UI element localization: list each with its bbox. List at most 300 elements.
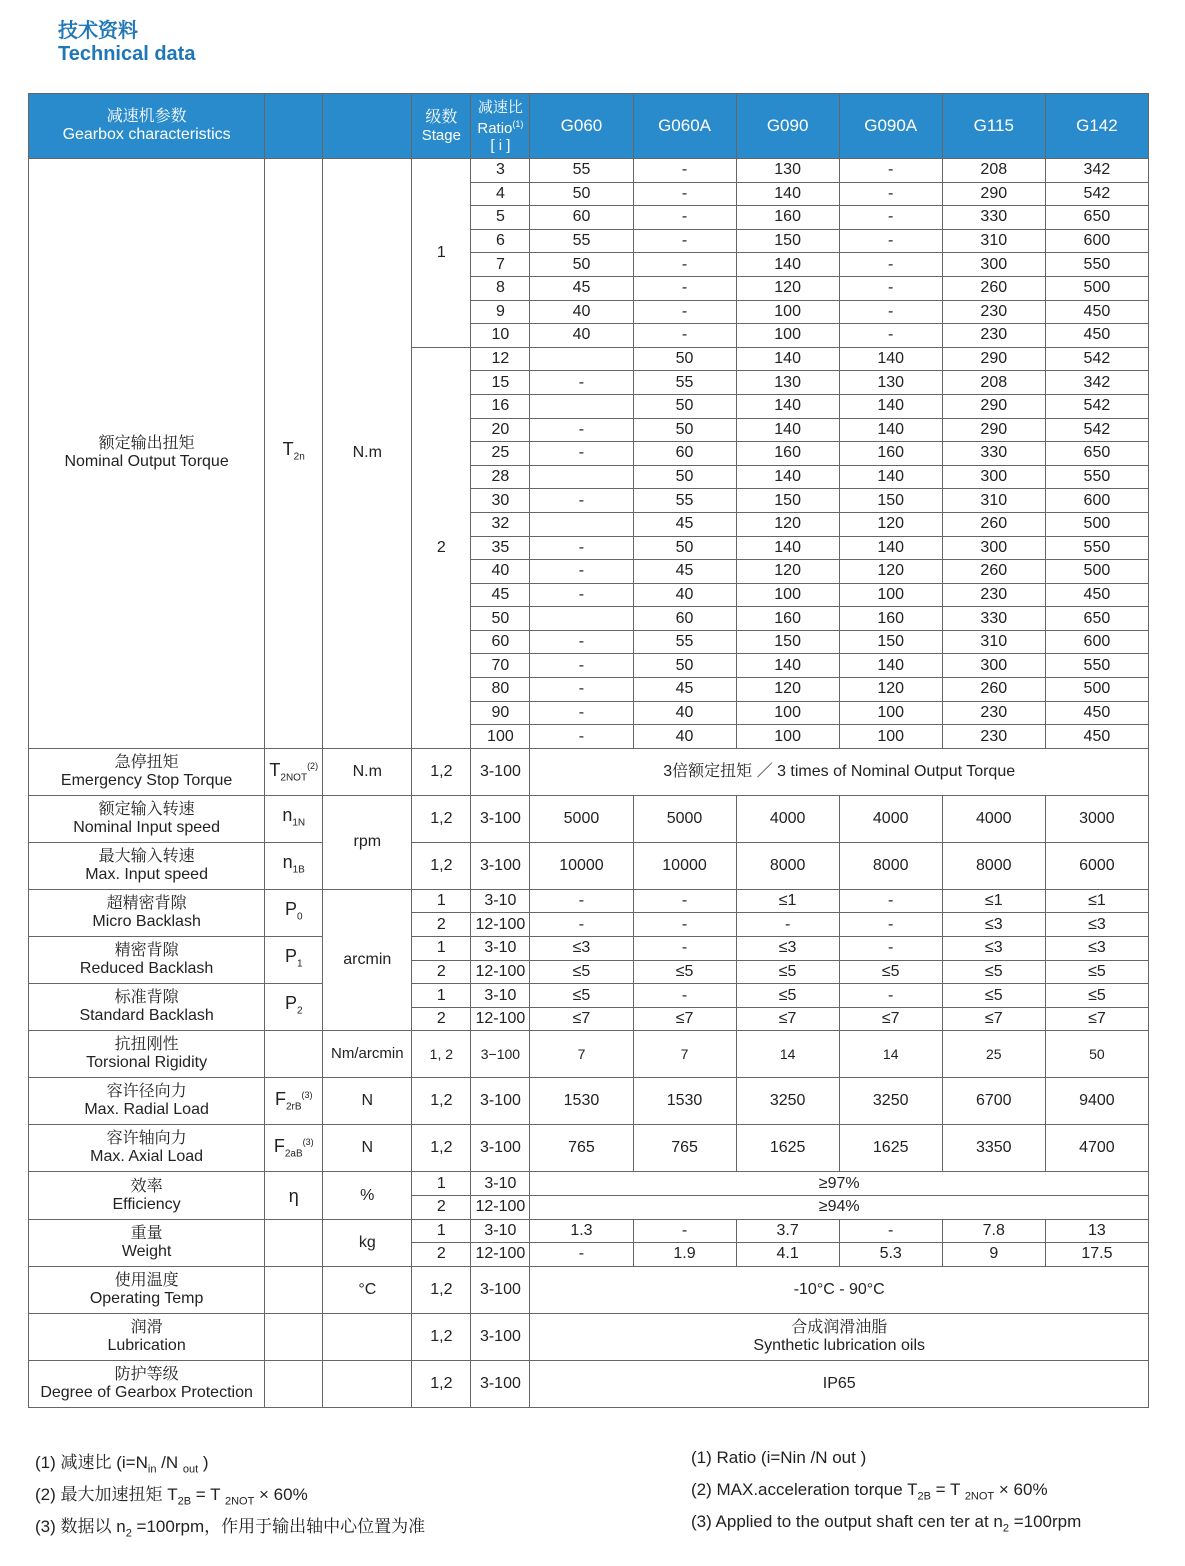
cell: - [530,418,633,442]
footnote-zh-1: (1) 减速比 ($i=N_{in}$ /N $_{out}$ ) [35,1453,209,1476]
cell: 130 [736,159,839,183]
cell: 450 [1045,300,1148,324]
cell: 100 [839,725,942,749]
cell: 8000 [736,842,839,889]
row-unit: N.m [323,159,412,749]
row-value: ≥94% [530,1196,1149,1220]
row-label: 润滑 Lubrication [29,1313,265,1360]
cell: 50 [633,536,736,560]
row-stage: 1,2 [412,1125,471,1172]
cell: ≤1 [736,889,839,913]
row-value: -10°C - 90°C [530,1266,1149,1313]
header-model: G115 [942,94,1045,159]
row-ratio: 3-100 [471,1313,530,1360]
row-ratio: 12-100 [471,1243,530,1267]
cell: 55 [530,159,633,183]
cell: 600 [1045,489,1148,513]
cell: 100 [736,300,839,324]
cell: - [633,229,736,253]
cell: 60 [530,206,633,230]
row-ratio: 30 [471,489,530,513]
table-row [29,159,1149,183]
row-stage: 1 [412,984,471,1008]
cell: 40 [633,701,736,725]
title-zh: 技术资料 [58,18,138,42]
cell: - [839,182,942,206]
cell: 230 [942,701,1045,725]
cell: 40 [530,300,633,324]
cell: 330 [942,607,1045,631]
cell: 208 [942,159,1045,183]
row-label [29,159,265,749]
cell: - [839,913,942,937]
cell: 300 [942,465,1045,489]
cell: ≤3 [1045,913,1148,937]
cell: 140 [839,536,942,560]
cell: 120 [736,560,839,584]
row-unit: N.m [323,748,412,795]
row-ratio: 3-100 [471,1125,530,1172]
cell: 600 [1045,630,1148,654]
row-ratio: 10 [471,324,530,348]
row-ratio: 3-10 [471,1172,530,1196]
row-ratio: 50 [471,607,530,631]
cell: - [839,159,942,183]
cell: 310 [942,229,1045,253]
symbol-sub: 0 [296,911,303,923]
row-ratio: 12-100 [471,913,530,937]
header-model: G060 [530,94,633,159]
cell: 50 [633,394,736,418]
row-stage: 1 [412,937,471,961]
cell: 1.3 [530,1219,633,1243]
row-ratio: 8 [471,276,530,300]
cell: 40 [633,583,736,607]
cell: 3250 [839,1078,942,1125]
cell: 50 [530,182,633,206]
cell: - [530,1243,633,1267]
cell: ≤7 [839,1007,942,1031]
row-label: 额定输入转速 Nominal Input speed [29,795,265,842]
cell: 100 [736,583,839,607]
row-ratio: 3-100 [471,1078,530,1125]
row-stage: 1,2 [412,1078,471,1125]
cell: 650 [1045,607,1148,631]
row-unit: N [323,1125,412,1172]
cell: 140 [736,182,839,206]
cell: 300 [942,536,1045,560]
cell: - [633,182,736,206]
cell: - [839,984,942,1008]
label-en: Standard Backlash [79,1007,214,1025]
cell: - [839,1219,942,1243]
cell: 8000 [942,842,1045,889]
table-row [29,1078,1149,1125]
row-symbol [265,1031,323,1078]
symbol-sub: 2n [293,451,305,463]
cell: 25 [942,1031,1045,1078]
row-label [29,984,265,1031]
cell: 10000 [530,842,633,889]
cell: 7.8 [942,1219,1045,1243]
row-ratio: 4 [471,182,530,206]
cell: - [530,536,633,560]
cell: 150 [839,630,942,654]
row-stage: 1,2 [412,1360,471,1407]
symbol: P [284,993,297,1014]
table-row [29,1172,1149,1196]
cell: 1.9 [633,1243,736,1267]
cell: 260 [942,678,1045,702]
row-symbol [265,1360,323,1407]
cell: 140 [839,394,942,418]
cell: 290 [942,394,1045,418]
cell: 230 [942,324,1045,348]
cell: 542 [1045,182,1148,206]
cell: 50 [633,654,736,678]
row-stage: 1,2 [412,842,471,889]
row-ratio: 7 [471,253,530,277]
row-ratio: 40 [471,560,530,584]
cell: - [633,1219,736,1243]
row-ratio: 9 [471,300,530,324]
row-ratio: 3−100 [471,1031,530,1078]
cell: - [839,937,942,961]
cell: - [633,889,736,913]
table-row [29,1219,1149,1243]
cell: 150 [736,229,839,253]
cell: - [633,276,736,300]
cell: ≤7 [736,1007,839,1031]
label-en: Nominal Output Torque [64,453,229,471]
cell: 160 [839,607,942,631]
row-label: 效率 Efficiency [29,1172,265,1219]
cell: - [633,253,736,277]
cell: 55 [530,229,633,253]
cell: 140 [736,418,839,442]
row-ratio: 3-10 [471,1219,530,1243]
cell: 260 [942,276,1045,300]
row-unit: Nm/arcmin [323,1031,412,1078]
footnote-en-3: (3) Applied to the output shaft cen ter at $n_2 =100rpm$ [691,1512,1082,1535]
cell: ≤5 [530,984,633,1008]
cell: 300 [942,253,1045,277]
cell: 342 [1045,159,1148,183]
row-ratio: 12-100 [471,1196,530,1220]
cell: - [633,324,736,348]
row-symbol [265,1313,323,1360]
cell: 120 [839,560,942,584]
cell: 120 [736,512,839,536]
row-ratio: 35 [471,536,530,560]
cell: 40 [633,725,736,749]
label-en: Micro Backlash [92,912,201,930]
cell: - [839,206,942,230]
row-label: 容许径向力 Max. Radial Load [29,1078,265,1125]
cell: 230 [942,725,1045,749]
row-label [29,889,265,936]
cell: - [530,560,633,584]
cell: 160 [736,442,839,466]
cell: 100 [839,583,942,607]
row-stage: 1 [412,1172,471,1196]
row-symbol: $n_{1B}$ [265,842,323,889]
cell: - [633,913,736,937]
row-symbol: $F_{2rB}^{(3)}$ [265,1078,323,1125]
footnote-zh-2: (2) 最大加速扭矩 $T_{2B} = T$ $_{2NOT}$ × 60% [35,1485,308,1508]
table-row [29,1266,1149,1313]
cell: ≤5 [736,984,839,1008]
cell: 208 [942,371,1045,395]
row-stage: 2 [412,1196,471,1220]
table-row [29,1125,1149,1172]
cell: 500 [1045,276,1148,300]
cell: - [530,678,633,702]
cell: 60 [633,442,736,466]
row-symbol: $F_{2aB}^{(3)}$ [265,1125,323,1172]
row-ratio: 16 [471,394,530,418]
row-stage: 1, 2 [412,1031,471,1078]
cell: 17.5 [1045,1243,1148,1267]
cell: 542 [1045,394,1148,418]
header-unit [323,94,412,159]
title-en: Technical data [58,43,196,65]
cell: 6700 [942,1078,1045,1125]
row-ratio: 15 [471,371,530,395]
row-value: ≥97% [530,1172,1149,1196]
cell: ≤1 [942,889,1045,913]
row-ratio: 60 [471,630,530,654]
cell: 542 [1045,347,1148,371]
row-stage: 1,2 [412,1266,471,1313]
row-stage: 2 [412,960,471,984]
row-label: 防护等级 Degree of Gearbox Protection [29,1360,265,1407]
row-ratio: 3-10 [471,937,530,961]
cell: 45 [633,512,736,536]
cell: 260 [942,512,1045,536]
cell: 13 [1045,1219,1148,1243]
table-row [29,795,1149,842]
label-zh: 精密背隙 [114,942,179,960]
cell [530,607,633,631]
cell: 1530 [633,1078,736,1125]
cell: ≤5 [839,960,942,984]
table-row [29,1313,1149,1360]
cell: 3350 [942,1125,1045,1172]
row-stage: 1,2 [412,795,471,842]
cell: 100 [736,701,839,725]
cell: 100 [736,324,839,348]
cell: 3000 [1045,795,1148,842]
cell [530,347,633,371]
cell: - [530,725,633,749]
row-unit: rpm [323,795,412,889]
cell: 4700 [1045,1125,1148,1172]
row-stage: 2 [412,1243,471,1267]
cell: - [839,324,942,348]
cell: 300 [942,654,1045,678]
cell: 8000 [839,842,942,889]
symbol-sub: 1 [296,958,303,970]
header-model: G142 [1045,94,1148,159]
header-model: G090A [839,94,942,159]
cell: 40 [530,324,633,348]
row-ratio: 3 [471,159,530,183]
cell: 140 [736,347,839,371]
cell: 500 [1045,678,1148,702]
cell: 542 [1045,418,1148,442]
row-ratio: 28 [471,465,530,489]
cell: - [530,701,633,725]
cell: ≤7 [530,1007,633,1031]
cell: 130 [736,371,839,395]
cell: ≤3 [942,913,1045,937]
cell: ≤5 [1045,984,1148,1008]
cell: 260 [942,560,1045,584]
cell: 10000 [633,842,736,889]
cell: - [530,913,633,937]
cell: 120 [736,678,839,702]
cell: 140 [736,465,839,489]
row-label: 急停扭矩 Emergency Stop Torque [29,748,265,795]
cell: 765 [530,1125,633,1172]
row-ratio: 5 [471,206,530,230]
cell: 140 [736,654,839,678]
cell: - [839,300,942,324]
row-stage: 2 [412,347,471,748]
cell: - [839,253,942,277]
footnote-en-2: (2) MAX.acceleration torque $T_{2B} = T$ $_{2NOT}$ × 60% [691,1480,1048,1503]
cell: 120 [736,276,839,300]
cell: ≤3 [942,937,1045,961]
cell: 4000 [942,795,1045,842]
header-model: G090 [736,94,839,159]
cell: 290 [942,182,1045,206]
cell: 140 [839,465,942,489]
row-unit: °C [323,1266,412,1313]
cell: 450 [1045,324,1148,348]
cell: 290 [942,347,1045,371]
cell: - [633,159,736,183]
cell: 100 [839,701,942,725]
cell: 290 [942,418,1045,442]
row-symbol: η [265,1172,323,1219]
row-label: 抗扭刚性 Torsional Rigidity [29,1031,265,1078]
cell: 3.7 [736,1219,839,1243]
cell: 230 [942,583,1045,607]
cell: 330 [942,206,1045,230]
cell: 55 [633,371,736,395]
cell: 7 [530,1031,633,1078]
row-stage: 2 [412,913,471,937]
cell: 1625 [736,1125,839,1172]
cell: 140 [736,536,839,560]
cell: - [633,206,736,230]
cell: - [633,984,736,1008]
cell: - [530,889,633,913]
cell: ≤5 [1045,960,1148,984]
cell: 230 [942,300,1045,324]
row-label: 最大输入转速 Max. Input speed [29,842,265,889]
cell: 55 [633,489,736,513]
cell: ≤3 [736,937,839,961]
cell: - [839,229,942,253]
cell: 550 [1045,253,1148,277]
cell: 310 [942,630,1045,654]
header-param: 减速机参数 Gearbox characteristics [29,94,265,159]
cell: ≤5 [942,960,1045,984]
cell: 140 [839,418,942,442]
row-ratio: 70 [471,654,530,678]
row-ratio: 12 [471,347,530,371]
cell: 550 [1045,465,1148,489]
page-title [58,18,195,66]
row-symbol [265,1219,323,1266]
row-unit [323,1313,412,1360]
row-stage: 2 [412,1007,471,1031]
row-value: IP65 [530,1360,1149,1407]
row-ratio: 32 [471,512,530,536]
row-ratio: 3-100 [471,795,530,842]
cell: 50 [633,347,736,371]
cell: 60 [633,607,736,631]
cell [530,512,633,536]
cell: 130 [839,371,942,395]
cell: 500 [1045,560,1148,584]
cell: 500 [1045,512,1148,536]
cell: 1530 [530,1078,633,1125]
row-label: 重量 Weight [29,1219,265,1266]
cell: - [839,889,942,913]
cell: 150 [736,630,839,654]
table-row [29,937,1149,961]
footnote-en-1: (1) Ratio (i=Nin /N out ) [691,1448,867,1467]
label-zh: 额定输出扭矩 [98,435,195,453]
row-stage: 1 [412,159,471,348]
cell: 45 [633,678,736,702]
cell: 160 [736,206,839,230]
row-symbol: $n_{1N}$ [265,795,323,842]
row-ratio: 3-100 [471,1360,530,1407]
cell: 14 [736,1031,839,1078]
cell: 160 [839,442,942,466]
cell: ≤1 [1045,889,1148,913]
table-row [29,1031,1149,1078]
cell: ≤3 [1045,937,1148,961]
cell: 765 [633,1125,736,1172]
row-label: 容许轴向力 Max. Axial Load [29,1125,265,1172]
cell: 50 [1045,1031,1148,1078]
header-stage: 级数 Stage [412,94,471,159]
cell [530,465,633,489]
table-row [29,889,1149,913]
row-symbol [265,1266,323,1313]
row-ratio: 45 [471,583,530,607]
table-header-row [29,94,1149,159]
row-stage: 1 [412,1219,471,1243]
row-ratio: 80 [471,678,530,702]
cell: - [530,630,633,654]
cell: ≤7 [633,1007,736,1031]
cell: 45 [530,276,633,300]
cell: 650 [1045,206,1148,230]
symbol: T [282,439,294,460]
row-ratio: 90 [471,701,530,725]
row-symbol [265,984,323,1031]
row-ratio: 3-10 [471,889,530,913]
table-row [29,842,1149,889]
row-ratio: 20 [471,418,530,442]
